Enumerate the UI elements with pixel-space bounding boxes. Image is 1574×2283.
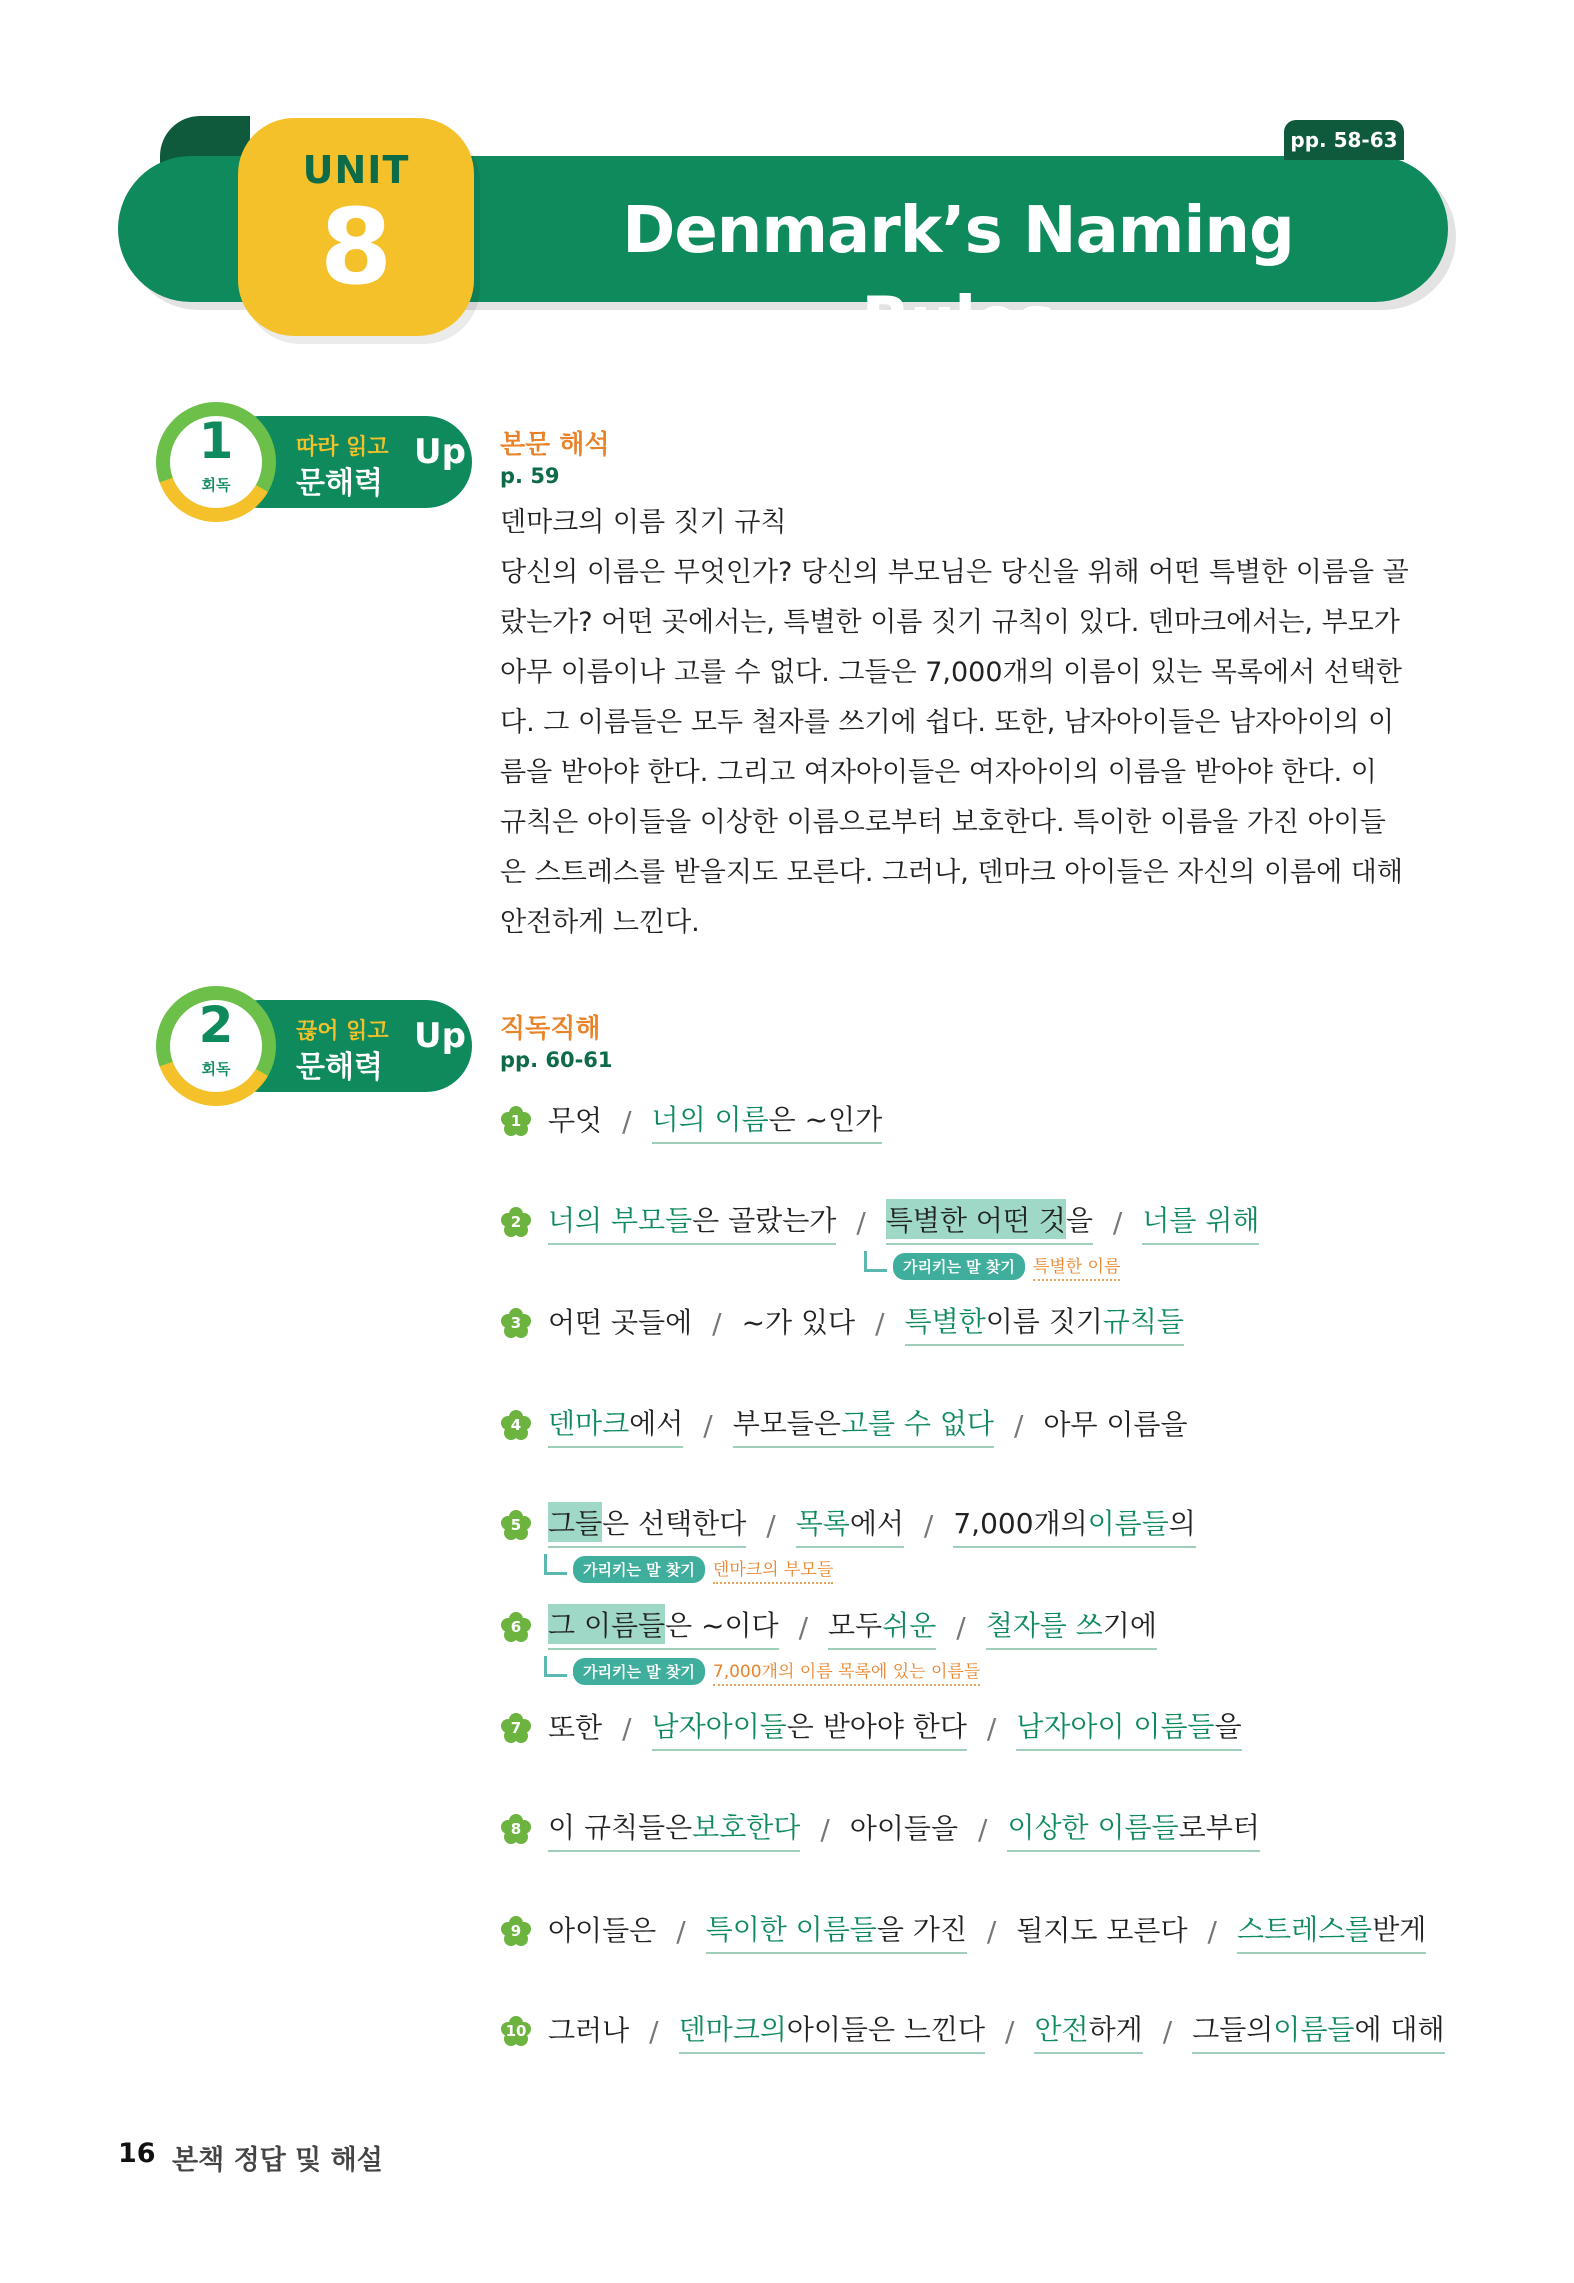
keyword-text: 안전 bbox=[1034, 2013, 1089, 2046]
chunk-divider: / bbox=[820, 1812, 830, 1846]
keyword-text: 이상한 이름들 bbox=[1007, 1811, 1179, 1844]
chunk-divider: / bbox=[649, 2014, 659, 2048]
phrase-chunk bbox=[548, 1199, 836, 1245]
highlighted-reference: 그 이름들 bbox=[548, 1604, 665, 1644]
keyword-text: 스트레스를 bbox=[1236, 1913, 1373, 1946]
line-number: 10 bbox=[505, 2022, 527, 2040]
phrase-text: 그들의 bbox=[1192, 2013, 1274, 2046]
chunk-divider: / bbox=[923, 1508, 934, 1542]
reading-line-10 bbox=[500, 2006, 1445, 2056]
badge-big-text: 문해력 bbox=[296, 466, 383, 501]
phrase-chunk bbox=[1007, 1806, 1259, 1852]
line-number: 4 bbox=[510, 1416, 522, 1434]
chunk-divider: / bbox=[622, 1711, 632, 1745]
badge-ring bbox=[156, 986, 276, 1106]
line-number: 9 bbox=[510, 1922, 522, 1940]
line-number: 3 bbox=[510, 1314, 522, 1332]
chunk-divider: / bbox=[1207, 1914, 1217, 1948]
keyword-text: 이름들 bbox=[1087, 1507, 1169, 1540]
section1-badge bbox=[156, 402, 472, 522]
phrase-text: 에서 bbox=[849, 1507, 904, 1540]
phrase-text: 을 bbox=[1214, 1710, 1242, 1743]
badge-small-text: 끊어 읽고 bbox=[296, 1019, 389, 1044]
line-number-flower-icon bbox=[500, 1813, 532, 1845]
chunk-divider: / bbox=[703, 1408, 713, 1442]
phrase-chunk bbox=[828, 1604, 936, 1650]
phrase-chunk bbox=[886, 1199, 1093, 1245]
phrase-text: 아이들은 느낀다 bbox=[786, 2013, 986, 2046]
keyword-text: 특이한 이름들 bbox=[705, 1913, 877, 1946]
keyword-text: 목록 bbox=[795, 1507, 850, 1540]
phrase-text: 그러나 bbox=[548, 2014, 630, 2047]
line-number-flower-icon bbox=[500, 1712, 532, 1744]
line-number-flower-icon bbox=[500, 2015, 532, 2047]
chunk-divider: / bbox=[986, 1914, 997, 1948]
reading-line-6 bbox=[500, 1602, 1157, 1652]
phrase-text: 이 규칙들은 bbox=[548, 1811, 693, 1844]
phrase-text: 에 대해 bbox=[1354, 2013, 1445, 2046]
reference-hint bbox=[544, 1554, 833, 1584]
hint-arrow-icon bbox=[544, 1656, 567, 1677]
phrase-chunk bbox=[548, 2009, 629, 2053]
phrase-text: 7,000개의 bbox=[953, 1507, 1088, 1540]
keyword-text: 보호한다 bbox=[692, 1811, 801, 1844]
line-number-flower-icon bbox=[500, 1509, 532, 1541]
chunk-divider: / bbox=[712, 1306, 722, 1340]
up-logo: Up bbox=[414, 1016, 466, 1056]
phrase-chunk bbox=[742, 1301, 856, 1345]
chunk-divider: / bbox=[875, 1306, 885, 1340]
translation-body: 당신의 이름은 무엇인가? 당신의 부모님은 당신을 위해 어떤 특별한 이름을 골랐는가? 어떤 곳에서는, 특별한 이름 짓기 규칙이 있다. 덴마크에서는, 부모가 아무 이름이나 고를 수 없다. 그들은 7,000개의 이름이 있는 목록에서 선택한다. 그 이름들은 모두 철자를 쓰기에 쉽다. 또한, 남자아이들은 남자아이의 이름을 받아야 한다. 그리고 여자아이들은 여자아이의 이름을 받아야 한다. 이 규칙은 아이들을 이상한 이름으로부터 보호한다. 특이한 이름을 가진 아이들은 스트레스를 받을지도 모른다. 그러나, 덴마크 아이들은 자신의 이름에 대해 안전하게 느낀다. bbox=[500, 557, 1409, 938]
phrase-text: 에서 bbox=[629, 1407, 684, 1440]
round-label: 회독 bbox=[201, 476, 231, 494]
phrase-chunk bbox=[548, 1301, 692, 1345]
line-number-flower-icon bbox=[500, 1409, 532, 1441]
line-number: 5 bbox=[510, 1516, 522, 1534]
phrase-chunk bbox=[986, 1604, 1157, 1650]
chunk-divider: / bbox=[766, 1508, 776, 1542]
phrase-chunk bbox=[733, 1402, 994, 1448]
keyword-text: 남자아이들 bbox=[651, 1710, 787, 1743]
section2-heading: 직독직해 bbox=[500, 1014, 601, 1044]
chunk-divider: / bbox=[1112, 1205, 1123, 1239]
line-number-flower-icon bbox=[500, 1611, 532, 1643]
phrase-text: 은 ~이다 bbox=[665, 1609, 779, 1642]
keyword-text: 덴마크의 bbox=[678, 2013, 787, 2046]
phrase-chunk bbox=[548, 1402, 683, 1448]
phrase-text: 을 bbox=[1065, 1204, 1093, 1237]
hint-tag: 가리키는 말 찾기 bbox=[893, 1253, 1025, 1280]
phrase-chunk bbox=[1016, 1909, 1187, 1953]
phrase-text: 하게 bbox=[1088, 2013, 1143, 2046]
unit-box bbox=[238, 118, 474, 336]
phrase-chunk bbox=[548, 1706, 602, 1750]
reading-line-9 bbox=[500, 1906, 1426, 1956]
phrase-text: 무엇 bbox=[548, 1104, 603, 1137]
phrase-chunk bbox=[1043, 1403, 1187, 1447]
round-number: 1 bbox=[198, 412, 234, 470]
keyword-text: 너의 부모들 bbox=[548, 1204, 693, 1237]
reading-line-8 bbox=[500, 1804, 1260, 1854]
hint-answer: 특별한 이름 bbox=[1033, 1252, 1121, 1281]
phrase-chunk bbox=[953, 1502, 1195, 1548]
phrase-chunk bbox=[796, 1502, 904, 1548]
chunk-divider: / bbox=[986, 1711, 997, 1745]
line-number: 8 bbox=[510, 1820, 522, 1838]
phrase-chunk bbox=[1192, 2008, 1444, 2054]
phrase-chunk bbox=[652, 1705, 967, 1751]
line-number: 7 bbox=[510, 1719, 522, 1737]
line-number-flower-icon bbox=[500, 1915, 532, 1947]
line-number: 1 bbox=[510, 1112, 522, 1130]
phrase-text: 로부터 bbox=[1178, 1811, 1260, 1844]
highlighted-reference: 특별한 어떤 것 bbox=[886, 1199, 1066, 1239]
hint-arrow-icon bbox=[864, 1251, 887, 1272]
keyword-text: 쉬운 bbox=[882, 1609, 937, 1642]
line-number-flower-icon bbox=[500, 1206, 532, 1238]
page-number: 16 bbox=[118, 2138, 156, 2169]
keyword-text: 이름들 bbox=[1273, 2013, 1355, 2046]
phrase-text: 아이들을 bbox=[849, 1812, 958, 1845]
section1-page: p. 59 bbox=[500, 464, 560, 488]
phrase-chunk bbox=[679, 2008, 985, 2054]
line-number: 2 bbox=[510, 1213, 522, 1231]
keyword-text: 고를 수 없다 bbox=[840, 1407, 994, 1440]
line-number-flower-icon bbox=[500, 1105, 532, 1137]
phrase-text: 기에 bbox=[1102, 1609, 1157, 1642]
chunk-divider: / bbox=[1162, 2014, 1173, 2048]
phrase-chunk bbox=[652, 1098, 883, 1144]
phrase-chunk bbox=[548, 1909, 656, 1953]
hint-arrow-icon bbox=[544, 1554, 567, 1575]
chunk-divider: / bbox=[956, 1610, 966, 1644]
reading-line-4 bbox=[500, 1400, 1188, 1450]
translation-title: 덴마크의 이름 짓기 규칙 bbox=[500, 507, 787, 538]
reference-hint bbox=[544, 1656, 980, 1686]
keyword-text: 남자아이 이름들 bbox=[1016, 1710, 1215, 1743]
reading-line-1 bbox=[500, 1096, 882, 1146]
line-number: 6 bbox=[510, 1618, 522, 1636]
phrase-chunk bbox=[548, 1604, 779, 1650]
phrase-text: 또한 bbox=[548, 1711, 603, 1744]
unit-number: 8 bbox=[319, 186, 393, 308]
phrase-chunk bbox=[548, 1099, 602, 1143]
chunk-divider: / bbox=[856, 1205, 866, 1239]
phrase-text: ~가 있다 bbox=[741, 1306, 856, 1339]
phrase-text: 모두 bbox=[828, 1609, 883, 1642]
badge-ring bbox=[156, 402, 276, 522]
round-number: 2 bbox=[198, 996, 234, 1054]
phrase-text: 은 ~인가 bbox=[768, 1103, 883, 1136]
phrase-text: 아이들은 bbox=[548, 1914, 657, 1947]
phrase-chunk bbox=[905, 1300, 1184, 1346]
keyword-text: 덴마크 bbox=[548, 1407, 630, 1440]
unit-label: UNIT bbox=[302, 148, 410, 192]
keyword-text: 너의 이름 bbox=[651, 1103, 769, 1136]
phrase-chunk bbox=[548, 1806, 800, 1852]
phrase-chunk bbox=[850, 1807, 958, 1851]
phrase-text: 을 가진 bbox=[876, 1913, 967, 1946]
section2-badge bbox=[156, 986, 472, 1106]
hint-answer: 덴마크의 부모들 bbox=[713, 1555, 833, 1584]
badge-small-text: 따라 읽고 bbox=[296, 435, 389, 460]
chunk-divider: / bbox=[622, 1104, 632, 1138]
phrase-text: 이름 짓기 bbox=[985, 1305, 1103, 1338]
keyword-text: 너를 위해 bbox=[1142, 1204, 1260, 1237]
chunk-divider: / bbox=[1013, 1408, 1024, 1442]
page-range-badge: pp. 58-63 bbox=[1284, 120, 1404, 160]
up-logo: Up bbox=[414, 432, 466, 472]
section1-heading: 본문 해석 bbox=[500, 430, 610, 460]
section2-page: pp. 60-61 bbox=[500, 1048, 613, 1072]
reference-hint bbox=[864, 1251, 1120, 1281]
badge-big-text: 문해력 bbox=[296, 1050, 383, 1085]
phrase-chunk bbox=[1034, 2008, 1142, 2054]
phrase-chunk bbox=[1237, 1908, 1426, 1954]
phrase-text: 어떤 곳들에 bbox=[548, 1306, 693, 1339]
hint-answer: 7,000개의 이름 목록에 있는 이름들 bbox=[713, 1657, 980, 1686]
hint-tag: 가리키는 말 찾기 bbox=[573, 1658, 705, 1685]
reading-line-5 bbox=[500, 1500, 1196, 1550]
phrase-chunk bbox=[1142, 1199, 1259, 1245]
reading-line-3 bbox=[500, 1298, 1184, 1348]
highlighted-reference: 그들 bbox=[548, 1502, 602, 1542]
keyword-text: 규칙들 bbox=[1102, 1305, 1184, 1338]
phrase-text: 될지도 모른다 bbox=[1016, 1914, 1188, 1947]
phrase-text: 은 선택한다 bbox=[602, 1507, 747, 1540]
phrase-chunk bbox=[548, 1502, 746, 1548]
phrase-text: 은 골랐는가 bbox=[692, 1204, 837, 1237]
footer-label: 본책 정답 및 해설 bbox=[172, 2145, 383, 2176]
phrase-text: 받게 bbox=[1372, 1913, 1427, 1946]
hint-tag: 가리키는 말 찾기 bbox=[573, 1556, 705, 1583]
chunk-divider: / bbox=[798, 1610, 809, 1644]
keyword-text: 특별한 bbox=[904, 1305, 986, 1338]
keyword-text: 철자를 쓰 bbox=[985, 1609, 1103, 1642]
phrase-text: 부모들은 bbox=[732, 1407, 841, 1440]
chunk-divider: / bbox=[978, 1812, 988, 1846]
reading-line-7 bbox=[500, 1703, 1242, 1753]
chunk-divider: / bbox=[1005, 2014, 1015, 2048]
phrase-text: 아무 이름을 bbox=[1043, 1408, 1188, 1441]
unit-title: Denmark’s Naming Rules bbox=[622, 194, 1294, 358]
line-number-flower-icon bbox=[500, 1307, 532, 1339]
phrase-chunk bbox=[706, 1908, 967, 1954]
phrase-text: 은 받아야 한다 bbox=[786, 1710, 967, 1743]
round-label: 회독 bbox=[201, 1060, 231, 1078]
phrase-text: 의 bbox=[1168, 1507, 1196, 1540]
reading-line-2 bbox=[500, 1197, 1259, 1247]
phrase-chunk bbox=[1016, 1705, 1241, 1751]
chunk-divider: / bbox=[676, 1914, 686, 1948]
